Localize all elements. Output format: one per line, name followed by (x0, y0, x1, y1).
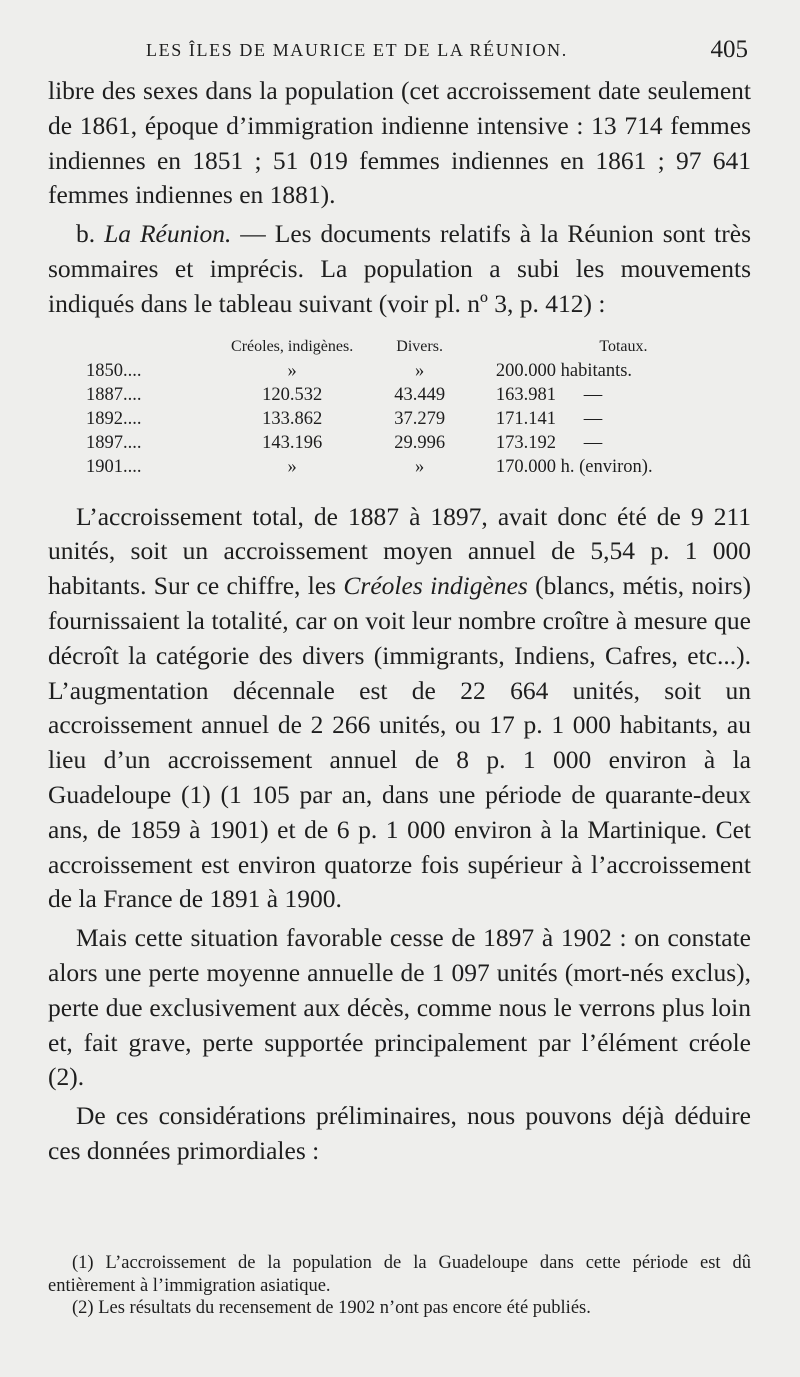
cell-divers: » (415, 361, 425, 382)
table-header-row (86, 338, 751, 360)
cell-divers: 43.449 (394, 385, 446, 406)
paragraph-2 (48, 217, 751, 321)
footnote-1: (1) L’accroissement de la population de la Guadeloupe dans cette période est dû entièrement à l’immigration asiatique. (48, 1253, 751, 1296)
cell-divers: 37.279 (394, 409, 446, 430)
paragraph-4: Mais cette situation favorable cesse de 1897 à 1902 : on constate alors une perte moyenne annuelle de 1 097 unités (mort-nés exclus), perte due exclusivement aux décès, comme nous le verrons plus loin et, fait grave, perte supportée principalement par l’élément créole (2). (48, 923, 751, 1092)
page-header (48, 36, 748, 68)
cell-total: 171.141 — (495, 409, 603, 430)
cell-year: 1897.... (86, 433, 142, 454)
cell-year: 1887.... (86, 385, 142, 406)
cell-total: 163.981 — (495, 385, 603, 406)
cell-year: 1892.... (86, 409, 142, 430)
header-creoles: Créoles, indigènes. (231, 337, 354, 355)
paragraph-3-part-b: (blancs, métis, noirs) fournissaient la totalité, car on voit leur nombre croître à mesure que décroît la catégorie des divers (immigrants, Indiens, Cafres, etc...). L’augmentation décennale est de 22 664 unités, soit un accroissement annuel de 2 266 unités, ou 17 p. 1 000 habitants, au lieu d’un accroissement annuel de 8 p. 1 000 environ à la Guadeloupe (1) (1 105 par an, dans une période de quarante-deux ans, de 1859 à 1901) et de 6 p. 1 000 environ à la Martinique. Cet accroissement est environ quatorze fois supérieur à l’accroissement de la France de 1891 à 1900. (48, 571, 751, 914)
table-row (86, 432, 751, 456)
header-divers: Divers. (396, 337, 443, 355)
cell-divers: » (415, 457, 425, 478)
cell-creoles: 133.862 (262, 409, 323, 430)
footnotes (48, 1252, 751, 1320)
cell-total: 173.192 — (495, 433, 603, 454)
paragraph-1: libre des sexes dans la population (cet accroissement date seulement de 1861, époque d’immigration indienne intensive : 13 714 femmes indiennes en 1851 ; 51 019 femmes indiennes en 1861 ; 97 641 femmes indiennes en 1881). (48, 76, 751, 210)
cell-year: 1901.... (86, 457, 142, 478)
paragraph-2-text: — Les documents relatifs à la Réunion sont très sommaires et imprécis. La population a subi les mouvements indiqués dans le tableau suivant (voir pl. nº 3, p. 412) : (48, 219, 752, 318)
page-number: 405 (710, 36, 748, 63)
cell-creoles: 143.196 (262, 433, 323, 454)
cell-divers: 29.996 (394, 433, 446, 454)
table-row (86, 384, 751, 408)
section-heading: La Réunion. (104, 219, 232, 249)
paragraph-3-part-a: L’accroissement total, de 1887 à 1897, avait donc été de 9 211 unités, soit un accroissement moyen annuel de 5,54 p. 1 000 habitants. Sur ce chiffre, les (48, 501, 751, 601)
paragraph-3-emphasis: Créoles indigènes (343, 571, 528, 601)
cell-creoles: » (287, 457, 297, 478)
body-text (48, 74, 751, 1169)
footnote-2: (2) Les résultats du recensement de 1902 n’ont pas encore été publiés. (72, 1298, 591, 1318)
running-title: LES ÎLES DE MAURICE ET DE LA RÉUNION. (146, 40, 568, 60)
table-row (86, 360, 751, 384)
section-label: b. (76, 219, 96, 249)
table-row (86, 408, 751, 432)
header-totaux: Totaux. (599, 337, 648, 355)
cell-total: 170.000 h. (environ). (495, 457, 653, 478)
cell-creoles: » (287, 361, 297, 382)
cell-creoles: 120.532 (262, 385, 323, 406)
cell-total: 200.000 habitants. (495, 361, 633, 382)
paragraph-5: De ces considérations préliminaires, nous pouvons déjà déduire ces données primordiales : (48, 1101, 751, 1165)
population-table (86, 338, 751, 480)
paragraph-3 (48, 500, 751, 918)
table-row (86, 456, 751, 480)
header-year (86, 338, 215, 360)
cell-year: 1850.... (86, 361, 142, 382)
